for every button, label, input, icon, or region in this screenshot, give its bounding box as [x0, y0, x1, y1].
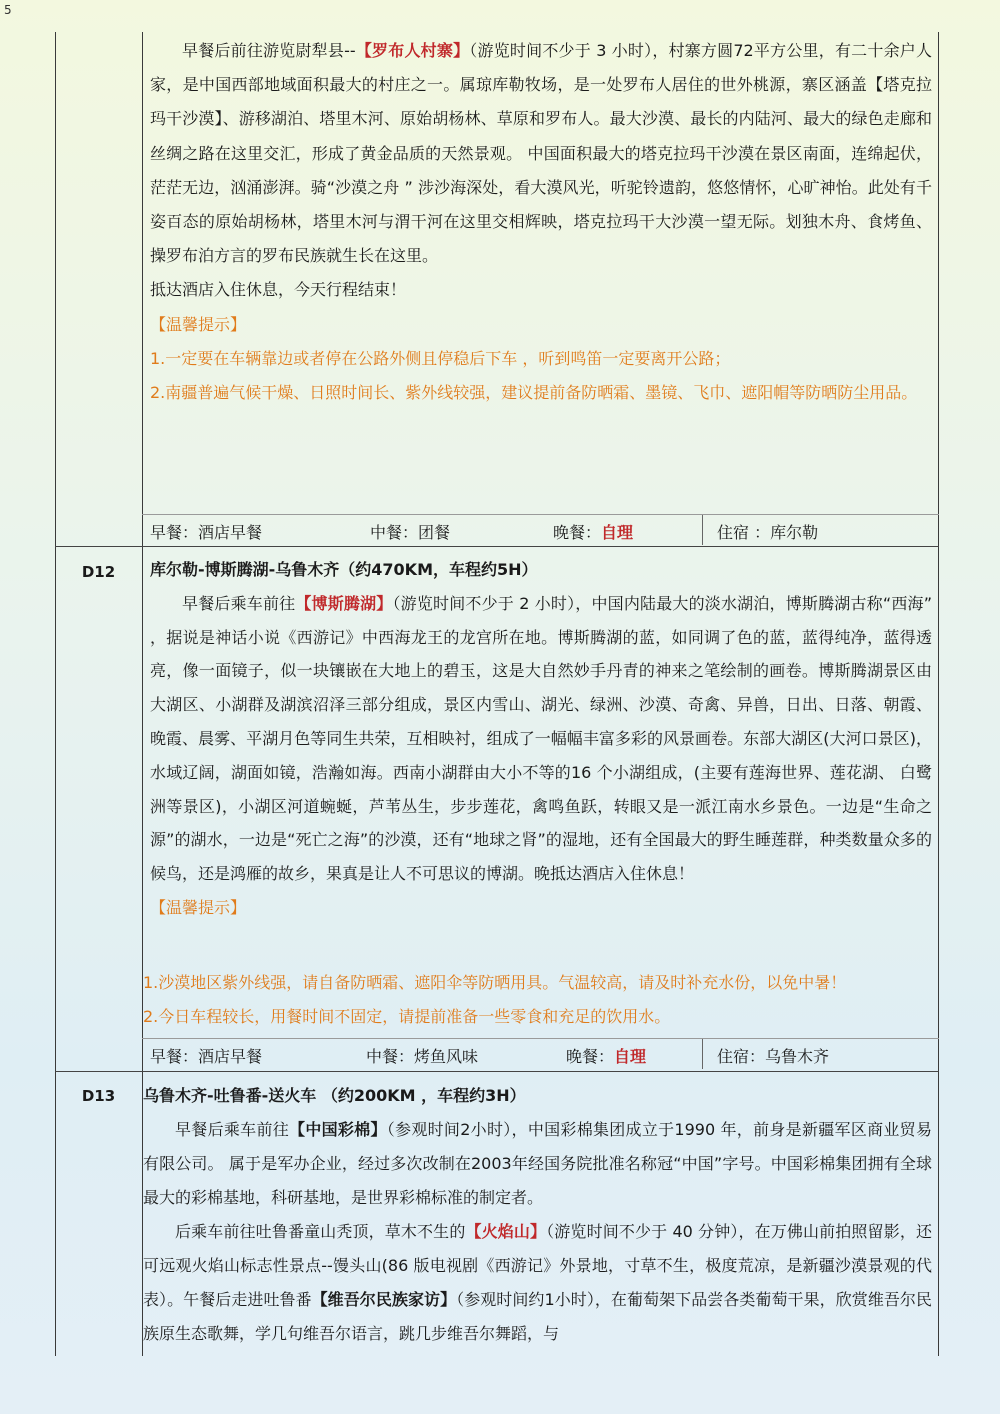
d11-d12-divider — [55, 546, 939, 547]
d12-dinner: 晚餐：自理 — [566, 1047, 647, 1066]
d12-meal-row — [142, 1039, 939, 1069]
d11-lunch: 中餐：团餐 — [370, 523, 451, 542]
d11-breakfast: 早餐：酒店早餐 — [150, 523, 263, 542]
d11-tip-1: 1.一定要在车辆靠边或者停在公路外侧且停稳后下车 ，听到鸣笛一定要离开公路； — [150, 348, 731, 368]
day-label-d13: D13 — [81, 1087, 116, 1105]
d12-tip-title: 【温馨提示】 — [150, 897, 247, 917]
d12-hotel-divider — [702, 1039, 703, 1069]
d11-hotel-divider — [702, 515, 703, 545]
d12-highlight-bosten-lake: 【博斯腾湖】 — [295, 593, 393, 613]
d11-paragraph-2: 抵达酒店入住休息，今天行程结束！ — [150, 280, 407, 300]
day-label-d12: D12 — [81, 563, 116, 581]
d11-meal-row — [142, 515, 939, 545]
d12-lunch: 中餐：烤鱼风味 — [366, 1047, 479, 1066]
d12-tip-1: 1.沙漠地区紫外线强，请自备防晒霜、遮阳伞等防晒用具。气温较高，请及时补充水份，以免中暑！ — [143, 973, 847, 992]
d12-paragraph-1: 早餐后乘车前往【博斯腾湖】（游览时间不少于 2 小时），中国内陆最大的淡水湖泊，博斯腾湖古称“西海” ，据说是神话小说《西游记》中西海龙王的龙宫所在地。博斯腾湖的蓝，如同调了色的蓝，蓝得纯净，蓝得透亮，像一面镜子，似一块镶嵌在大地上的碧玉，这是大自然妙手丹青的神来之笔绘制的画卷。博斯腾湖景区由大湖区、小湖群及湖滨沼泽三部分组成，景区内雪山、湖光、绿洲、沙漠、奇禽、异兽，日出、日落、朝霞、晚霞、晨雾、平湖月色等同生共荣，互相映衬，组成了一幅幅丰富多彩的风景画卷。东部大湖区(大河口景区)，水域辽阔，湖面如镜，浩瀚如海。西南小湖群由大小不等的16 个小湖组成，(主要有莲海世界、莲花湖、 白鹭洲等景区)，小湖区河道蜿蜒，芦苇丛生，步步莲花，禽鸣鱼跃，转眼又是一派江南水乡景色。一边是“生命之源”的湖水，一边是“死亡之海”的沙漠，还有“地球之肾”的湿地，还有全国最大的野生睡莲群，种类数量众多的候鸟，还是鸿雁的故乡，果真是让人不可思议的博湖。晚抵达酒店入住休息！ — [150, 593, 932, 884]
table-border-left — [55, 32, 56, 1356]
d11-hotel: 住宿 ：库尔勒 — [717, 523, 819, 542]
d11-dinner: 晚餐：自理 — [553, 523, 634, 542]
d13-content — [143, 1079, 932, 1351]
d12-hotel: 住宿：乌鲁木齐 — [717, 1047, 830, 1066]
d13-highlight-china-colored-cotton: 【中国彩棉】 — [289, 1120, 387, 1139]
d11-paragraph-1: 早餐后前往游览尉犁县--【罗布人村寨】（游览时间不少于 3 小时），村寨方圆72平方公里，有二十余户人家，是中国西部地域面积最大的村庄之一。属琼库勒牧场，是一处罗布人居住的世外桃源，寨区涵盖【塔克拉玛干沙漠】、游移湖泊、塔里木河、原始胡杨林、草原和罗布人。最大沙漠、最长的内陆河、最大的绿色走廊和丝绸之路在这里交汇，形成了黄金品质的天然景观。 中国面积最大的塔克拉玛干沙漠在景区南面，连绵起伏，茫茫无边，汹涌澎湃。骑“沙漠之舟 ” 涉沙海深处，看大漠风光，听驼铃遗韵，悠悠情怀，心旷神怡。此处有千姿百态的原始胡杨林，塔里木河与渭干河在这里交相辉映，塔克拉玛干大沙漠一望无际。划独木舟、食烤鱼、 操罗布泊方言的罗布民族就生长在这里。 — [150, 41, 932, 266]
d13-paragraph-1: 早餐后乘车前往【中国彩棉】（参观时间2小时），中国彩棉集团成立于1990 年，前身是新疆军区商业贸易有限公司。 属于是军办企业，经过多次改制在2003年经国务院批准名称冠“中国”字号。中国彩棉集团拥有全球最大的彩棉基地，科研基地，是世界彩棉标准的制定者。 — [143, 1120, 932, 1207]
d11-highlight-luobu-village: 【罗布人村寨】 — [355, 41, 470, 60]
d12-tips — [143, 966, 932, 1034]
d12-breakfast: 早餐：酒店早餐 — [150, 1047, 263, 1066]
d12-title: 库尔勒-博斯腾湖-乌鲁木齐（约470KM，车程约5H） — [150, 560, 538, 579]
d12-content — [150, 553, 932, 925]
d13-paragraph-2: 后乘车前往吐鲁番童山秃顶，草木不生的【火焰山】（游览时间不少于 40 分钟），在万佛山前拍照留影，还可远观火焰山标志性景点--馒头山(86 版电视剧《西游记》外景地，寸草不生，极度荒凉，是新疆沙漠景观的代表）。午餐后走进吐鲁番【维吾尔民族家访】（参观时间约1小时），在葡萄架下品尝各类葡萄干果，欣赏维吾尔民族原生态歌舞，学几句维吾尔语言，跳几步维吾尔舞蹈，与 — [143, 1222, 932, 1343]
d13-title: 乌鲁木齐-吐鲁番-送火车 （约200KM ，车程约3H） — [143, 1086, 526, 1105]
d11-content — [150, 34, 932, 410]
d11-tip-2: 2.南疆普遍气候干燥、日照时间长、紫外线较强，建议提前备防晒霜、墨镜、飞巾、遮阳帽等防晒防尘用品。 — [150, 382, 918, 402]
d13-highlight-uyghur-home-visit: 【维吾尔民族家访】 — [311, 1290, 457, 1309]
table-border-right — [938, 32, 939, 1356]
d12-tip-2: 2.今日车程较长，用餐时间不固定，请提前准备一些零食和充足的饮用水。 — [143, 1007, 671, 1026]
d11-tip-title: 【温馨提示】 — [150, 314, 247, 334]
d13-highlight-flaming-mountains: 【火焰山】 — [465, 1222, 547, 1241]
page-number: 5 — [4, 3, 12, 17]
itinerary-table — [55, 32, 939, 1356]
d12-d13-divider — [55, 1071, 939, 1072]
